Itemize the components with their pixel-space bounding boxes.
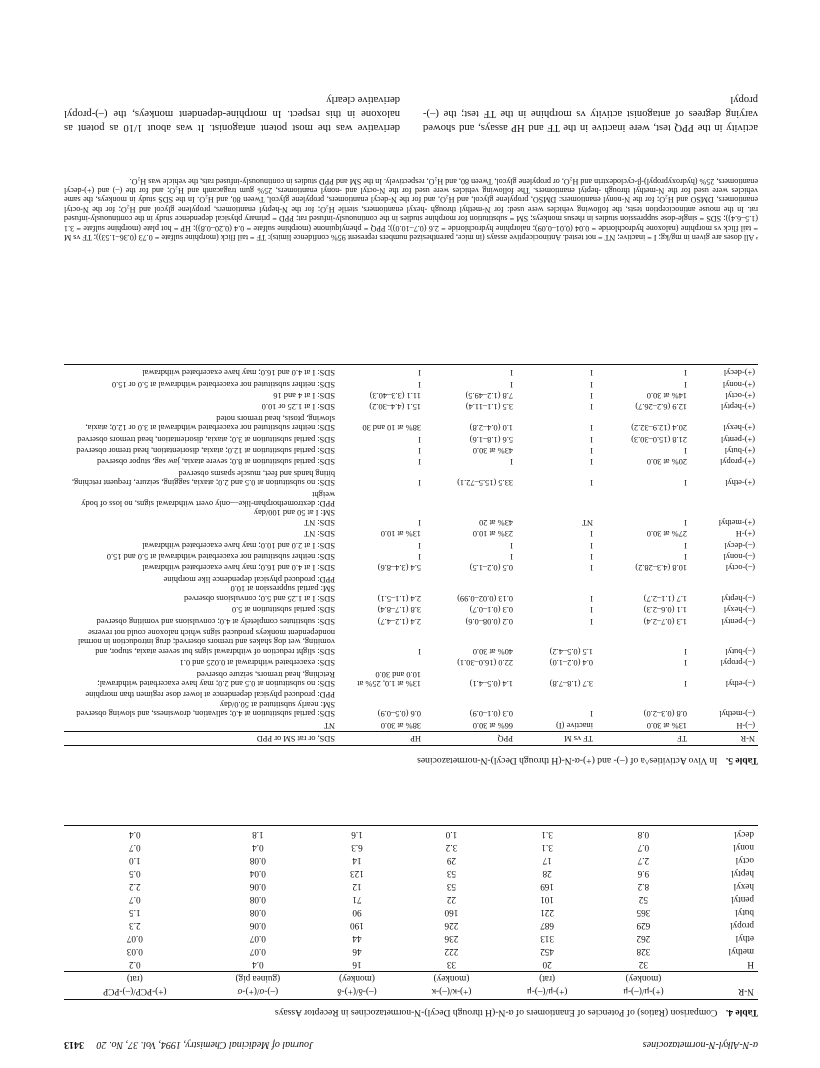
table5-cell: NT (323, 720, 335, 730)
table5-cell: I (684, 540, 687, 550)
table4-cell: methyl (728, 947, 754, 958)
table4-cell: 1.0 (129, 856, 141, 867)
table4-header: (–)-σ/(+)-σ (206, 985, 310, 999)
table4-cell: 0.07 (126, 934, 143, 945)
table5-cell: I (418, 540, 421, 550)
table5-cell: 27% at 30.0 (646, 529, 687, 539)
running-head-title: α-N-Alkyl-N-normetazocines (642, 1039, 758, 1050)
table4-caption (64, 1007, 758, 1018)
table5-cell: SDS: partial substitution at 3.0; ataxia, disorientation, head tremors observed (77, 434, 335, 444)
table5-cell: I (338, 364, 424, 378)
table5-cell: SDS: neither substituted nor exacerbated withdrawal at 5.0 or 15.0 (111, 379, 335, 389)
table4-cell: 33 (446, 960, 457, 971)
table4-cell: 8.2 (637, 882, 650, 893)
table4-cell: butyl (735, 908, 754, 919)
table5-label: Table 5. (725, 755, 758, 766)
table5-cell: SDS: I at 4.0 and 16.0; may have exacerbated withdrawal (64, 364, 338, 378)
table5-cell: SDS: I at 1.25 and 5.0; convulsions observed SM: partial suppression at 10.0 PPD: produced physical dependence like morphine (163, 574, 335, 603)
table5-cell: I (510, 540, 513, 550)
table5-row (64, 456, 758, 467)
table4-header: (+)-κ/(–)-κ (404, 985, 499, 999)
table4-cell: 221 (540, 908, 555, 919)
table5-header-row (64, 731, 758, 745)
table4-cell: 313 (540, 934, 555, 945)
table4-cell: 9.6 (637, 869, 650, 880)
table5-cell: I (418, 446, 421, 456)
table4-cell: 0.07 (249, 947, 266, 958)
table5-row (64, 412, 758, 433)
table5-cell: 1.4 (0.5–4.1) (469, 678, 513, 688)
table5-cell: (–)-nonyl (723, 552, 755, 562)
table4-cell: 222 (444, 947, 459, 958)
table5-cell: (+)-ethyl (725, 478, 755, 488)
table5-cell: 1.1 (0.6–2.3) (643, 605, 687, 615)
table4-cell: 190 (350, 921, 364, 932)
table5-row (64, 488, 758, 528)
table5-body (64, 364, 758, 731)
table5-cell: SDS: slight reduction of withdrawal signs but severe ataxia, stupor, and vomiting, wet dog shakes and tremors observed; drug introduction in normal nondependent monkeys produced signs which naloxone could not reverse (77, 627, 335, 656)
table4-cell: 0.4 (64, 826, 206, 842)
table5-cell: I (418, 457, 421, 467)
table4-subheader: (monkey) (595, 972, 691, 985)
table4-cell: 90 (352, 908, 362, 919)
running-head-journal: Journal of Medicinal Chemistry, 1994, Vol. 37, No. 20 (96, 1039, 314, 1050)
table5-cell: 0.3 (0.1–0.7) (469, 605, 513, 615)
table4-cell: 629 (636, 921, 651, 932)
table5-cell: SDS: substitutes completely at 4.0; convulsions and vomiting observed (96, 616, 335, 626)
body-text-left-column: activity in the PPQ test, were inactive in the TF and HP assays, and showed varying degrees of antagonist activity vs morphine in the TF test; the (–)-propyl (423, 94, 758, 133)
table5-caption (64, 755, 758, 766)
table5-cell: I (590, 709, 593, 719)
table4-cell: 0.07 (249, 934, 266, 945)
table5-cell: I (418, 552, 421, 562)
table4-subheader: (rat) (499, 972, 595, 985)
table5-cell: I (590, 616, 593, 626)
table5-cell: (+)-nonyl (722, 379, 755, 389)
table4-row (64, 880, 758, 893)
table4-subheader: (monkey) (310, 972, 404, 985)
table4-row (64, 867, 758, 880)
table5-cell: SDS: I at 2.0 and 10.0; may have exacerbated withdrawal (142, 540, 335, 550)
table5-cell: 38% at 10 and 30 (362, 423, 421, 433)
table4-cell: decyl (692, 826, 758, 842)
table5-cell: 21.8 (15.0–30.3) (631, 434, 687, 444)
table4-cell: heptyl (731, 869, 754, 880)
table5-cell: I (684, 678, 687, 688)
table5-cell: NT (581, 517, 593, 527)
table4-cell: 101 (540, 895, 555, 906)
table4-row (64, 854, 758, 867)
table4-cell: 0.7 (129, 843, 141, 854)
table4-header: (+)-μ/(–)-μ (499, 985, 595, 999)
table5-cell: SDS: I at 4.0 and 16.0; may have exacerbated withdrawal (142, 563, 335, 573)
table4-subheader: (monkey) (404, 972, 499, 985)
table5-cell: I (510, 457, 513, 467)
table4-cell: 0.06 (249, 921, 266, 932)
table4-cell: 0.4 (252, 843, 264, 854)
table4-cell: 0.7 (637, 843, 650, 854)
table5-cell: SDS: NT (304, 529, 335, 539)
table4-row (64, 919, 758, 932)
table4-cell: 46 (352, 947, 362, 958)
table4-cell: 1.6 (310, 826, 404, 842)
table5-cell: 1.0 (0.4–2.8) (469, 423, 513, 433)
table5-cell: SDS: partial substitution at 12.0; ataxia, disorientation, head tremor observed (76, 446, 335, 456)
table4-cell: 28 (542, 869, 552, 880)
table5-cell: (+)-H (735, 529, 755, 539)
page-number: 3413 (64, 1039, 84, 1050)
table5-cell: I (510, 379, 513, 389)
table4-cell: 687 (540, 921, 555, 932)
table5-cell: 5.4 (3.4–8.6) (377, 563, 421, 573)
table5-cell: 11.1 (3.3–40.3) (369, 391, 421, 400)
table5-cell: SDS: no substitution at 0.5 and 2.0; ataxia, sagging, seizure, frequent retching, biting hands and feet, muscle spasms observed (71, 468, 335, 488)
table4-cell: 328 (636, 947, 651, 958)
table4-cell: 0.06 (249, 882, 266, 893)
table5-cell: I (590, 402, 593, 412)
table5-header: TF (596, 731, 690, 745)
table5-row (64, 539, 758, 550)
table5-cell: 2.4 (1.2–4.7) (377, 616, 421, 626)
table5-cell: 0.4 (0.2–1.0) (549, 658, 593, 668)
table5-cell: 33.5 (15.5–72.1) (457, 478, 513, 488)
table4-subheader: (rat) (64, 972, 206, 985)
table5-cell: 20% at 30.0 (646, 457, 687, 467)
table4-cell: 0.5 (129, 869, 141, 880)
table5-row (64, 604, 758, 615)
table5-cell: 0.6 (0.5–0.9) (377, 709, 421, 719)
table4-row (64, 958, 758, 972)
table4-cell: 452 (540, 947, 555, 958)
table5-row (64, 364, 758, 378)
table5-cell: (–)-ethyl (725, 678, 755, 688)
table5-row (64, 390, 758, 401)
table5-cell: SDS: neither substituted nor exacerbated withdrawal at 5.0 and 15.0 (106, 552, 335, 562)
table5-header: SDS, or rat SM or PPD (64, 731, 338, 745)
table5-cell: 1.7 (1.1–2.7) (643, 593, 687, 603)
table5-cell: I (590, 379, 593, 389)
table5-cell: 14% at 30.0 (646, 391, 687, 400)
table5-cell: I (684, 478, 687, 488)
table5-row (64, 433, 758, 444)
table5-cell: (–)-propyl (720, 658, 755, 668)
table4-cell: 0.2 (129, 960, 141, 971)
table4-cell: 12 (352, 882, 362, 893)
table5-cell: (–)-methyl (719, 709, 755, 719)
table5-cell: I (590, 457, 593, 467)
table5-cell: (–)-octyl (725, 563, 755, 573)
table5-cell: I (590, 552, 593, 562)
table5-cell: SDS: NT SM: I at 50 and 100/day PPD: dextromethorphan-like—only overt withdrawal signs, no loss of body weight (81, 489, 335, 527)
table5-cell: I (684, 646, 687, 656)
table4-subheader: (guinea pig) (206, 972, 310, 985)
table5-cell: (+)-butyl (724, 446, 755, 456)
table5-cell: 2.4 (1.1–5.1) (377, 593, 421, 603)
table4-cell: 0.08 (249, 908, 266, 919)
table5-cell: 10.8 (4.3–28.2) (635, 563, 687, 573)
table5-row (64, 401, 758, 412)
table5-cell: 23% at 10.0 (472, 529, 513, 539)
table5-row (64, 689, 758, 719)
table5-cell: 0.5 (0.2–1.5) (469, 563, 513, 573)
table4-cell: 0.04 (249, 869, 266, 880)
table5-cell: 66% at 30.0 (472, 720, 513, 730)
table4-cell: 29 (446, 856, 457, 867)
table5-cell: inactive (I) (556, 720, 593, 730)
table4-cell: 3.1 (541, 843, 553, 854)
table5-cell: 0.2 (0.08–0.6) (465, 616, 513, 626)
table5-cell: (–)-butyl (725, 646, 755, 656)
table5-cell: I (590, 563, 593, 573)
table5-cell: 3.5 (1.1–11.4) (465, 402, 513, 412)
table4-header: (–)-δ/(+)-δ (310, 985, 404, 999)
table5-cell: I (590, 478, 593, 488)
table4-cell: 0.08 (249, 856, 266, 867)
table5-row (64, 378, 758, 389)
table4-cell: 20 (542, 960, 552, 971)
table5-cell: I (596, 364, 690, 378)
table5-cell: (+)-decyl (690, 364, 758, 378)
table5-cell: I (684, 658, 687, 668)
table5-cell: I (418, 379, 421, 389)
table5-cell: (+)-propyl (720, 457, 755, 467)
table5-cell: SDS: I at 1.25 or 10.0 (261, 402, 335, 412)
table5-cell: I (424, 364, 516, 378)
table5-cell: SDS: partial substitution at 8.0; severe ataxia, jaw sag, stupor observed (97, 457, 335, 467)
table5-cell: I (590, 605, 593, 615)
table5-cell: I (510, 552, 513, 562)
table5-cell: 13% at 1.0, 25% at 10.0 and 30.0 (357, 669, 421, 688)
table5-cell: 43% at 20 (479, 517, 513, 527)
table5-cell: (–)-heptyl (721, 593, 755, 603)
table5-cell: (–)-decyl (724, 540, 755, 550)
table5-cell: (+)-heptyl (720, 402, 755, 412)
table5-cell: I (590, 423, 593, 433)
table4-cell: 53 (446, 882, 457, 893)
table5-cell: (+)-octyl (725, 391, 755, 400)
table5-row (64, 615, 758, 626)
table5-cell (338, 657, 424, 668)
running-head (64, 1038, 758, 1050)
table5-cell: 3.8 (1.7–8.4) (377, 605, 421, 615)
table4-cell: 0.4 (252, 960, 264, 971)
table5-cell: I (684, 446, 687, 456)
table5-cell: SDS: neither substituted nor exacerbated withdrawal at 3.0 or 12.0; ataxia, slowing, ptosis, head tremors noted (85, 413, 335, 433)
table5-row (64, 668, 758, 689)
table4-cell: 160 (444, 908, 459, 919)
table4-cell: 71 (352, 895, 362, 906)
table5-caption-text: In Vivo Activities^a of (–)- and (+)-α-N-(H through Decyl)-N-normetazocines (417, 755, 718, 766)
table4-header: (+)-μ/(–)-μ (595, 985, 691, 999)
table4-row (64, 932, 758, 945)
table5-cell: (+)-methyl (718, 517, 755, 527)
table4-cell: 1.8 (206, 826, 310, 842)
table5-cell: 12.9 (6.2–26.7) (635, 402, 687, 412)
table5-cell: 15.1 (4.4–30.2) (369, 402, 421, 412)
table4-cell: 44 (352, 934, 362, 945)
table4-cell: 1.5 (129, 908, 141, 919)
table5-row (64, 562, 758, 573)
table5-cell: SDS: no substitution at 0.5 and 2.0; may have exacerbated withdrawal; Retching, head tremors, seizure observed (97, 669, 335, 688)
table4-cell: 236 (444, 934, 459, 945)
table4-cell: 0.7 (129, 895, 141, 906)
table4-label: Table 4. (725, 1007, 758, 1018)
table5-cell: I (516, 364, 596, 378)
table5-cell: (+)-pentyl (720, 434, 755, 444)
table4 (64, 825, 758, 1000)
table5-cell: SDS: partial substitution at 5.0 (231, 605, 335, 615)
table5-cell: SDS: partial substitution at 4.0; salivation, drowsiness, and slowing observed SM: nearly substituted at 50.0/day PPD: produced physical dependence at lower dose regimen than morphine (76, 690, 335, 719)
table4-cell: 262 (636, 934, 651, 945)
table5-cell: I (418, 478, 421, 488)
table5-row (64, 719, 758, 731)
table5-cell: I (590, 434, 593, 444)
table4-cell: octyl (735, 856, 754, 867)
table4-cell: 2.3 (129, 921, 141, 932)
table5-cell: I (590, 446, 593, 456)
table4-cell: 3.1 (499, 826, 595, 842)
table5-cell: I (684, 517, 687, 527)
table5-row (64, 445, 758, 456)
table5-cell: 40% at 30.0 (472, 646, 513, 656)
table5-cell: 3.7 (1.8–7.8) (549, 678, 593, 688)
table4-header: N-R (692, 985, 758, 999)
table4-cell: 22 (446, 895, 457, 906)
table4-cell: 3.2 (445, 843, 458, 854)
table5-cell: SDS: I at 4 and 16 (273, 391, 335, 400)
table5-cell: 0.8 (0.3–2.0) (643, 709, 687, 719)
table4-cell: 52 (638, 895, 648, 906)
table4-subheader-row (64, 972, 758, 985)
table4-row (64, 841, 758, 854)
table4-row (64, 906, 758, 919)
table5-footnote: ᵃ All doses are given in mg/kg; I = inactive; NT = not tested. Antinociceptive assays (in mice, parenthesized numbers represent 95% confidence limits): TF = tail flick (morphine sulfate = 0.73 (0.36–1.53)); TF vs M = tail flick vs morphine (naloxone hydrochloride = 0.04 (0.01–0.09); nalorphine hydrochloride = 2.6 (0.7–10.0)); PPQ = phenylquinone (morphine sulfate = 0.4 (0.20–0.8)); HP = hot plate (morphine sulfate = 3.1 (1.5–6.4)); SDS = single-dose suppression studies in rhesus monkeys; SM = substitution for morphine studies in the continuously-infused rat; PPD = primary physical dependence study in the continuously-infused rat. In the mouse antinociception tests, the following vehicles were used: for N-methyl through -hexyl enantiomers, sterile H₂O; for the N-heptyl enantiomers, propylene glycol and H₂O; for the N-octyl enantiomers, DMSO and H₂O; for the N-nonyl enantiomers: DMSO, propylene glycol, and H₂O, and for the N-decyl enantiomers, propylene glycol, Tween 80, and H₂O. In the SDS study in monkeys, the same vehicles were used for the N-methyl through -heptyl enantiomers. The following vehicles were used for the N-octyl and -nonyl enantiomers, 25% gum tragacanth and H₂O; and for the (–) and (+)-decyl enantiomers, 25% (hydroxypropyl)-β-cyclodextrin and H₂O, or propylene glycol, Tween 80, and H₂O, respectively. In the SM and PPD studies in continuously-infused rats, the vehicle was H₂O. (64, 176, 758, 242)
table4-row (64, 945, 758, 958)
table4-cell: H (747, 960, 754, 971)
table5-cell: 0.3 (0.1–0.9) (469, 709, 513, 719)
table5-cell: I (418, 646, 421, 656)
table4-cell: 0.03 (126, 947, 143, 958)
table4-cell: 123 (350, 869, 364, 880)
table4-cell: 0.8 (595, 826, 691, 842)
table4-cell: hexyl (733, 882, 754, 893)
table5-row (64, 467, 758, 488)
table5-cell: I (590, 529, 593, 539)
table5-row (64, 574, 758, 604)
table4-caption-text: Comparison (Ratios) of Potencies of Enantiomers of α-N-(H through Decyl)-N-normetazocines in Receptor Assays (274, 1007, 718, 1018)
table4-cell: 6.3 (351, 843, 363, 854)
table5-cell: (–)-H (736, 720, 755, 730)
table5-cell: 43% at 30.0 (472, 446, 513, 456)
table4-cell: 16 (352, 960, 362, 971)
table4-row (64, 826, 758, 842)
table4-cell: 365 (636, 908, 651, 919)
table5-row (64, 627, 758, 657)
table4-header-row (64, 985, 758, 999)
table4-cell: 14 (352, 856, 362, 867)
table4-header: (+)-PCP/(–)-PCP (64, 985, 206, 999)
table5-cell: (+)-hexyl (723, 423, 755, 433)
table5-cell: SDS: exacerbated withdrawal at 0.025 and 0.1 (179, 658, 335, 668)
table4-body (64, 826, 758, 972)
table5-header: N-R (690, 731, 758, 745)
table5-header: TF vs M (516, 731, 596, 745)
table5-cell: I (418, 434, 421, 444)
table4-cell: 32 (638, 960, 648, 971)
table4-subheader (692, 972, 758, 985)
table5-row (64, 528, 758, 539)
table5-cell: 1.5 (0.5–4.2) (549, 646, 593, 656)
table4-cell: 2.2 (129, 882, 141, 893)
table5-cell: 0.13 (0.02–0.99) (457, 593, 513, 603)
table4-cell: 53 (446, 869, 457, 880)
table4-cell: 0.08 (249, 895, 266, 906)
table4-cell: ethyl (735, 934, 754, 945)
table5 (64, 364, 758, 746)
table5-cell: 5.6 (1.8–1.6) (469, 434, 513, 444)
table4-cell: propyl (730, 921, 754, 932)
table4-cell: nonyl (733, 843, 754, 854)
table4-cell: 1.0 (404, 826, 499, 842)
table5-cell: 13% at 10.0 (380, 529, 421, 539)
table5-cell: 1.3 (0.7–2.4) (643, 616, 687, 626)
table4-cell: 2.7 (637, 856, 650, 867)
table5-header: HP (338, 731, 424, 745)
table4-cell: pentyl (731, 895, 754, 906)
table5-row (64, 551, 758, 562)
table5-cell: I (418, 517, 421, 527)
table5-cell: 20.4 (12.9–32.2) (631, 423, 687, 433)
table5-cell: (–)-pentyl (721, 616, 755, 626)
table5-cell: I (684, 379, 687, 389)
table5-cell: I (590, 391, 593, 400)
table5-cell: 38% at 30.0 (380, 720, 421, 730)
table4-cell: 17 (542, 856, 552, 867)
table4-cell: 169 (540, 882, 555, 893)
table5-cell: I (590, 593, 593, 603)
table5-header: PPQ (424, 731, 516, 745)
table5-cell: I (590, 540, 593, 550)
table5-cell: I (684, 552, 687, 562)
table5-row (64, 657, 758, 668)
table5-cell: 7.8 (1.2–49.5) (465, 391, 513, 400)
body-text-right-column: derivative was the most potent antagonist. It was about 1/10 as potent as naloxone in this respect. In morphine-dependent monkeys, the (–)-propyl derivative clearly (64, 94, 400, 133)
table5-cell: 22.0 (16.0–30.1) (457, 658, 513, 668)
table4-row (64, 893, 758, 906)
table5-cell: 13% at 30.0 (646, 720, 687, 730)
table5-cell: (–)-hexyl (723, 605, 755, 615)
table4-cell: 226 (444, 921, 459, 932)
